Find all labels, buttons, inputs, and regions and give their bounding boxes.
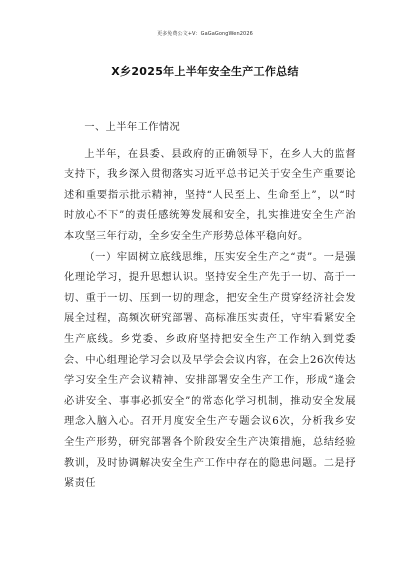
section-heading: 一、上半年工作情况	[84, 122, 181, 133]
paragraph: 上半年，在县委、县政府的正确领导下，在乡人大的监督支持下，我乡深入贯彻落实习近平总书记关于安全生产重要论述和重要指示批示精神，坚持“人民至上、生命至上”，以“时时放心不下”的责任感统筹发展和安全，扎实推进安全生产治本攻坚三年行动，全乡安全生产形势总体平稳向好。	[64, 148, 356, 242]
document-body	[64, 118, 356, 495]
document-title: X乡2025年上半年安全生产工作总结	[111, 65, 299, 78]
paragraph: （一）牢固树立底线思维，压实安全生产之“责”。一是强化理论学习，提升思想认识。坚持安全生产先于一切、高于一切、重于一切、压到一切的理念，把安全生产贯穿经济社会发展全过程，高频次研究部署、高标准压实责任，守牢看紧安全生产底线。乡党委、乡政府坚持把安全生产工作纳入到党委会、中心组理论学习会以及早学会会议内容，在会上26次传达学习安全生产会议精神、安排部署安全生产工作，形成“逢会必讲安全、事事必抓安全”的常态化学习机制，推动安全发展理念入脑入心。召开月度安全生产专题会议6次，分析我乡安全生产形势，研究部署各个阶段安全生产决策措施，总结经验教训，及时协调解决安全生产工作中存在的隐患问题。二是抒紧责任	[64, 251, 356, 490]
header-note: 更多免费公文+V：GaGaGongWen2026	[157, 31, 253, 37]
